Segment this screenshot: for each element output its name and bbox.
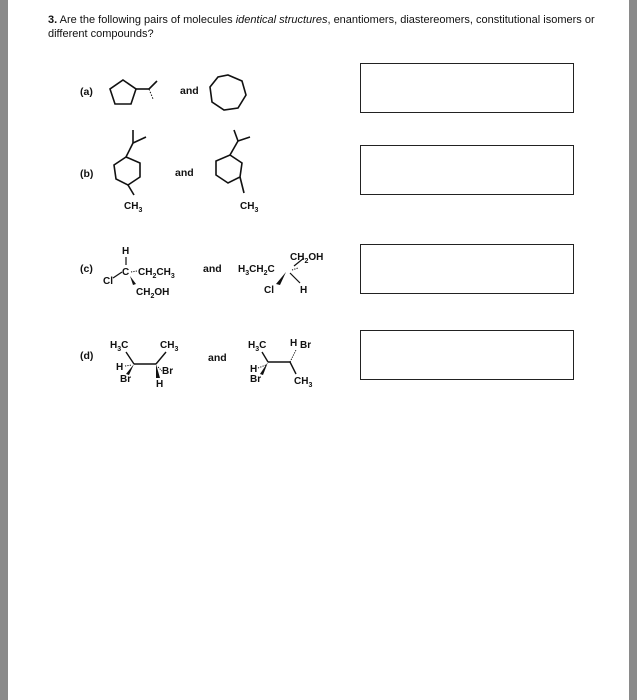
part-b-answer-box[interactable] [360, 145, 574, 195]
part-d-right-h3c: $H_3C$ [248, 340, 267, 353]
part-c-right-prefix: $H_3CH_2C$ [238, 264, 275, 277]
question-number: 3. [48, 14, 58, 26]
part-d-right-br: Br [300, 340, 312, 351]
part-a-and: and [180, 85, 199, 97]
part-c-right-molecule [234, 248, 344, 303]
part-d-left-br: Br [120, 374, 132, 385]
part-c-and: and [203, 263, 222, 275]
part-d-right-h2: H [250, 364, 258, 375]
part-a-right-molecule [206, 72, 250, 116]
question-text-after: , enantiomers, diastereomers, constitutional isomers or different compounds? [48, 14, 595, 40]
part-d-label: (d) [80, 350, 94, 362]
part-d-right-ch3: $CH_3$ [294, 376, 313, 389]
part-c-left-c: C [122, 267, 130, 278]
part-c-left-ch2oh: $CH_2OH$ [136, 287, 170, 300]
part-d-and: and [208, 352, 227, 364]
part-d-left-molecule [104, 334, 204, 394]
part-d-left-ch3: $CH_3$ [160, 340, 179, 353]
part-d-right-h: H [290, 338, 298, 349]
part-a-label: (a) [80, 86, 93, 98]
part-b-right-ch3: $CH_3$ [240, 201, 259, 214]
question-text-before: Are the following pairs of molecules [57, 14, 236, 26]
part-c-left-chain: $CH_2CH_3$ [138, 267, 175, 280]
part-c-left-molecule [100, 242, 220, 302]
part-c-right-h: H [300, 285, 308, 296]
part-d-left-h: H [116, 362, 124, 373]
part-d-left-br2: Br [162, 366, 174, 377]
part-d-answer-box[interactable] [360, 330, 574, 380]
question-identical: identical structures [235, 14, 328, 26]
part-b-left-ch3: $CH_3$ [124, 201, 143, 214]
part-c-answer-box[interactable] [360, 244, 574, 294]
part-c-left-cl: Cl [103, 276, 113, 287]
part-c-right-cl: Cl [264, 285, 274, 296]
part-b-right-molecule [206, 125, 266, 215]
question-text [48, 13, 608, 41]
part-d-left-h3c: $H_3C$ [110, 340, 129, 353]
part-c-right-ch2oh: $CH_2OH$ [290, 252, 324, 265]
part-b-and: and [175, 167, 194, 179]
part-c-label: (c) [80, 263, 93, 275]
worksheet-page [8, 0, 629, 700]
part-d-right-molecule [234, 334, 334, 394]
part-d-left-h2: H [156, 379, 164, 390]
part-b-left-molecule [108, 125, 168, 215]
part-a-answer-box[interactable] [360, 63, 574, 113]
part-a-left-molecule [103, 72, 173, 112]
part-c-left-h: H [122, 246, 130, 257]
part-b-label: (b) [80, 168, 94, 180]
part-d-right-br2: Br [250, 374, 262, 385]
